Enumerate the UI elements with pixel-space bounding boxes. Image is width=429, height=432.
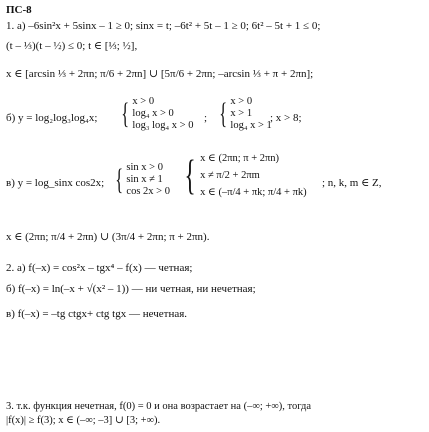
system-line: x > 0: [230, 96, 253, 107]
system-line: x ∈ (–π/4 + πk; π/4 + πk): [200, 187, 307, 198]
brace-icon: {: [121, 97, 130, 130]
problem-1a-line-3: x ∈ [arcsin ⅓ + 2πn; π/6 + 2πn] ∪ [5π/6 + 2πn; –arcsin ⅓ + π + 2πn];: [6, 68, 314, 80]
problem-1v-system-1: [112, 162, 170, 198]
problem-1v-tail: ; n, k, m ∈ Z,: [322, 177, 382, 189]
problem-1b-label: б) y = log₂log₃log₄x;: [6, 112, 98, 124]
problem-2b: б) f(–x) = ln(–x + √(x² – 1)) — ни четная, ни нечетная;: [6, 283, 256, 295]
system-line: sin x ≠ 1: [126, 174, 163, 185]
problem-1b-result: ; x > 8;: [270, 112, 302, 124]
problem-1b-system-2: [216, 96, 272, 132]
system-line: x ≠ π/2 + 2πm: [200, 170, 260, 181]
problem-1v-answer: x ∈ (2πn; π/4 + 2πn) ∪ (3π/4 + 2πn; π + 2πn).: [6, 231, 210, 243]
problem-2a: 2. а) f(–x) = cos²x – tgx⁴ – f(x) — четная;: [6, 262, 193, 274]
problem-1b-system-1: [118, 96, 193, 132]
brace-icon: {: [184, 152, 196, 199]
system-line: cos 2x > 0: [126, 186, 170, 197]
problem-1v-system-2: [180, 150, 307, 201]
brace-icon: {: [219, 97, 228, 130]
problem-2v: в) f(–x) = –tg ctgx+ ctg tgx — нечетная.: [6, 308, 188, 320]
problem-1v-label: в) y = log_sinx cos2x;: [6, 177, 105, 189]
problem-1a-line-2: (t – ⅓)(t – ½) ≤ 0; t ∈ [⅓; ½],: [6, 40, 138, 52]
system-line: x > 0: [132, 96, 155, 107]
problem-1b-separator: ;: [204, 112, 208, 124]
brace-icon: {: [115, 163, 124, 196]
problem-1a-line-1: 1. а) –6sin²x + 5sinx – 1 ≥ 0; sinx = t; –6t² + 5t – 1 ≥ 0; 6t² – 5t + 1 ≤ 0;: [6, 20, 321, 32]
system-line: log₄ x > 0: [132, 108, 174, 119]
system-line: log₃ log₄ x > 0: [132, 120, 194, 131]
problem-3-line-1: 3. т.к. функция нечетная, f(0) = 0 и она возрастает на (–∞; +∞), тогда: [6, 401, 311, 412]
system-line: sin x > 0: [126, 162, 163, 173]
system-line: x ∈ (2πn; π + 2πn): [200, 153, 280, 164]
title: ПС-8: [6, 4, 32, 16]
system-line: x > 1: [230, 108, 253, 119]
problem-3-line-2: |f(x)| ≥ f(3); x ∈ (–∞; –3] ∪ [3; +∞).: [6, 415, 161, 426]
system-line: log₄ x > 1: [230, 120, 272, 131]
